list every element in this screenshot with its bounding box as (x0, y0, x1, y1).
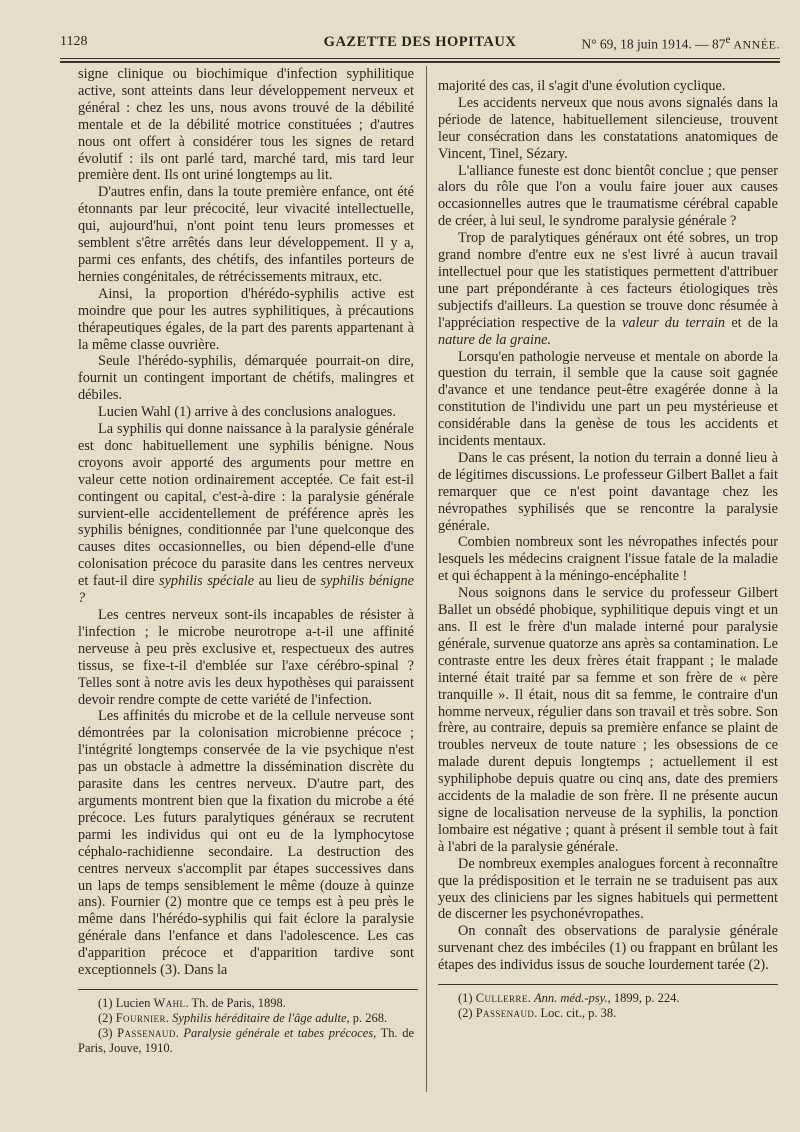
text-run: . Loc. cit., p. 38. (534, 1006, 617, 1021)
running-header (60, 34, 780, 56)
italic-title: Ann. méd.-psy., (534, 991, 611, 1006)
text-run: (1) (458, 991, 476, 1006)
paragraph: Les affinités du microbe et de la cellule nerveuse sont démontrées par la colonisation microbienne précoce ; l'intégrité longtemps conservée de la vie psychique n'est pas un obstacle à admettre la dissémination discrète du parasite dans les centres nerveux. D'autre part, des arguments montrent bien que la fixation du microbe a été précoce. Les futurs paralytiques généraux se recrutent parmi les individus qui ont eu de la lymphocytose céphalo-rachidienne secondaire. La destruction des centres nerveux s'accomplit par étapes successives dans un laps de temps sensiblement le même (douze à quinze ans). Fournier (2) montre que ce temps est à peu près le même dans l'hérédo-syphilis qui fait éclore la paralysie générale dans l'enfance et dans l'adolescence. Les cas d'apparition précoce et d'apparition tardive sont exceptionnels (3). Dans la (78, 708, 414, 979)
paragraph: Les centres nerveux sont-ils incapables de résister à l'infection ; le microbe neurotrope a-t-il une affinité nerveuse à peu près exclusive et, respectueux des autres tissus, se fixe-t-il d'emblée sur l'axe cérébro-spinal ? Telles sont à notre avis les deux hypothèses qui paraissent devoir rendre compte de cette variété de l'infection. (78, 607, 414, 708)
paragraph: Les accidents nerveux que nous avons signalés dans la période de latence, habituellement silencieuse, trouvent leur consécration dans les constatations anatomiques de Vincent, Tinel, Sézary. (438, 94, 778, 162)
text-run: (1) Lucien (98, 995, 154, 1010)
header-rule-thin (60, 58, 780, 59)
paragraph: L'alliance funeste est donc bientôt conclue ; que penser alors du rôle que l'on a voulu faire jouer aux causes occasionnelles autres que le traumatisme cérébral capable de créer, à lui seul, le syndrome paralysie générale ? (438, 162, 778, 230)
italic-term: syphilis bénigne ? (78, 573, 414, 607)
column-divider (426, 66, 427, 1092)
author-name: Passenaud (475, 1006, 535, 1021)
issue-reference (581, 34, 780, 53)
italic-title: Syphilis héréditaire de l'âge adulte, (172, 1010, 350, 1025)
author-name: Passenaud (117, 1025, 176, 1040)
text-run: au lieu de (254, 573, 321, 590)
text-run: . (165, 1010, 173, 1025)
journal-title: GAZETTE DES HOPITAUX (323, 34, 517, 50)
text-run: (3) (98, 1025, 118, 1040)
issue-year-word: ANNÉE. (730, 37, 780, 52)
italic-term: nature de la graine. (438, 331, 552, 348)
paragraph: Combien nombreux sont les névropathes infectés pour lesquels les médecins craignent l'issue fatale de la maladie et qui échappent à la méningo-encéphalite ! (438, 534, 778, 585)
text-run: p. 268. (349, 1010, 388, 1025)
paragraph: De nombreux exemples analogues forcent à reconnaître que la prédisposition et le terrain ne se traduisent pas aux yeux des cliniciens par les signes habituels qui permettent de discerner les psychonévropathes. (438, 855, 778, 923)
paragraph: majorité des cas, il s'agit d'une évolution cyclique. (438, 78, 726, 94)
author-name: Wahl (153, 995, 186, 1010)
footnote-rule (438, 984, 778, 985)
paragraph: Lorsqu'en pathologie nerveuse et mentale on aborde la question du terrain, il semble que la cause soit gagnée d'avance et une tendance peut-être exagérée donne à la constitution de l'individu une part un peu mystérieuse et considérable dans la genèse de tous les accidents et incidents mentaux. (438, 348, 778, 450)
issue-number-date: N° 69, 18 juin 1914. — 87 (581, 36, 726, 52)
author-name: Fournier (115, 1010, 166, 1025)
footnote-2 (78, 1011, 414, 1026)
issue-ordinal: e (725, 34, 731, 46)
text-run: (2) (98, 1010, 116, 1025)
footnote-3 (78, 1026, 414, 1056)
text-run: . (175, 1025, 184, 1040)
text-run: . Th. de Paris, 1898. (185, 995, 286, 1010)
italic-term: valeur du terrain (622, 314, 726, 331)
text-run: La syphilis qui donne naissance à la paralysie générale est donc habituellement une syphilis bénigne. Nous croyons avoir apporté des arguments pour mettre en valeur cette notion ordinairement acceptée. Ce fait est-il contingent ou capital, c'est-à-dire : la paralysie générale survient-elle accidentellement de préférence après les syphilis bénignes, conditionnée par l'une quelconque des causes dites occasionnelles, ou bien dépend-elle d'une colonisation précoce du parasite dans les centres nerveux et faut-il dire (78, 421, 414, 590)
paragraph: Dans le cas présent, la notion du terrain a donné lieu à de légitimes discussions. Le professeur Gilbert Ballet a fait remarquer que ce n'est point davantage chez les névropathes syphilisés que se rencontre la paralysie générale. (438, 449, 778, 534)
right-column (438, 78, 778, 1021)
italic-term: syphilis spéciale (159, 573, 255, 590)
author-name: Cullerre (475, 991, 528, 1006)
paragraph: Lucien Wahl (1) arrive à des conclusions analogues. (98, 404, 396, 421)
paragraph: Nous soignons dans le service du professeur Gilbert Ballet un obsédé phobique, syphilitique depuis vingt et un ans. Il est le frère d'un malade interné pour paralysie générale, survenue quatorze ans après sa contamination. Le contraste entre les deux frères était frappant ; le malade interné était traité par sa femme et son frère de « père tranquille ». Il était, nous dit sa femme, le contraire d'un homme nerveux, régulier dans son travail et très sobre. Son frère, au contraire, depuis sa première enfance se plaint de troubles nerveux de toute nature ; les obsessions de ce malade durent depuis longtemps ; actuellement il est syphiliphobe depuis quatre ou cinq ans, date des premiers accidents de la maladie de son frère. Il ne présente aucun signe de localisation nerveuse de la syphilis, la ponction lombaire est négative ; quant à présent il semble tout à fait à l'abri de la paralysie générale. (438, 585, 778, 855)
paragraph: signe clinique ou biochimique d'infection syphilitique active, sont atteints dans leur développement nerveux et général : chez les uns, nous avons trouvé de la débilité mentale et de la débilité motrice constituées ; d'autres nous ont offert à considérer tous les signes de retard évolutif : ils ont parlé tard, marché tard, mis tard leur première dent. Ils ont uriné longtemps au lit. (78, 66, 414, 184)
paragraph: Ainsi, la proportion d'hérédo-syphilis active est moindre que pour les autres syphilitiques, à précautions thérapeutiques égales, de la part des parents appartenant à la même classe ouvrière. (78, 285, 414, 353)
italic-title: Paralysie générale et tabes précoces, (183, 1025, 377, 1040)
text-run: . (527, 991, 534, 1006)
text-run: (2) (458, 1006, 476, 1021)
text-run: 1899, p. 224. (610, 991, 680, 1006)
footnote-1 (438, 991, 778, 1006)
paragraph: Seule l'hérédo-syphilis, démarquée pourrait-on dire, fournit un contingent important de chétifs, malingres et débiles. (78, 353, 414, 404)
paragraph (438, 230, 778, 348)
paragraph (78, 421, 414, 607)
footnote-1 (78, 996, 414, 1011)
text-run: Th. de Paris, Jouve, 1910. (78, 1025, 415, 1055)
footnote-2 (438, 1006, 778, 1021)
paragraph: On connaît des observations de paralysie générale survenant chez des imbéciles (1) ou frappant en brûlant les étapes des individus issus de souche lourdement tarée (2). (438, 923, 778, 974)
footnote-rule (78, 989, 418, 990)
paragraph: D'autres enfin, dans la toute première enfance, ont été étonnants par leur précocité, leur vivacité intellectuelle, qui, aujourd'hui, n'ont point tenu leurs promesses et semblent s'être arrêtés dans leur développement. Il y a, parmi ces enfants, des chétifs, des infantiles porteurs de hernies congénitales, de rétrécissements mitraux, etc. (78, 184, 414, 285)
left-column (78, 66, 414, 1056)
page-number: 1128 (60, 34, 88, 49)
header-rule-thick (60, 61, 780, 63)
text-run: et de la (725, 314, 778, 331)
text-run: Trop de paralytiques généraux ont été sobres, un trop grand nombre d'entre eux ne s'est livré à aucun travail intellectuel pour que les statistiques permettent d'attribuer une part prépondérante à ces facteurs étiologiques très subjectifs d'ailleurs. La question se trouve donc résumée à l'appréciation respective de la (438, 230, 778, 331)
